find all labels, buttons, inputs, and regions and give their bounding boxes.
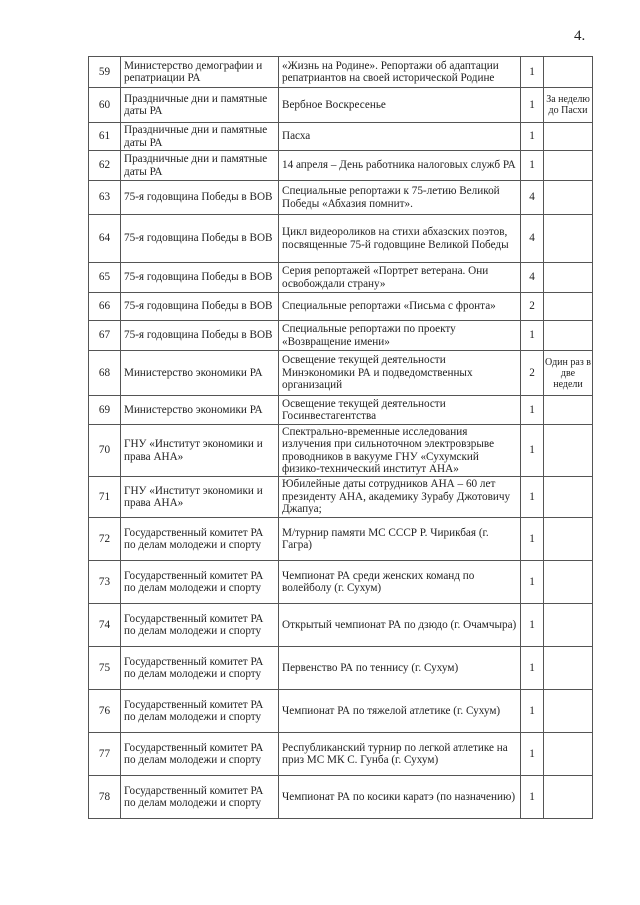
row-number: 69 bbox=[89, 396, 121, 425]
row-count: 4 bbox=[521, 215, 544, 263]
table-row bbox=[89, 321, 593, 351]
row-count: 4 bbox=[521, 263, 544, 293]
table-row bbox=[89, 215, 593, 263]
table-row bbox=[89, 518, 593, 561]
table-row bbox=[89, 690, 593, 733]
row-event: Первенство РА по теннису (г. Сухум) bbox=[279, 647, 521, 690]
row-number: 77 bbox=[89, 733, 121, 776]
row-number: 64 bbox=[89, 215, 121, 263]
row-organization: 75-я годовщина Победы в ВОВ bbox=[121, 293, 279, 321]
row-number: 75 bbox=[89, 647, 121, 690]
row-count: 2 bbox=[521, 351, 544, 396]
table-row bbox=[89, 57, 593, 88]
row-count: 1 bbox=[521, 647, 544, 690]
row-number: 65 bbox=[89, 263, 121, 293]
row-note bbox=[544, 477, 593, 518]
row-organization: Министерство демографии и репатриации РА bbox=[121, 57, 279, 88]
row-number: 62 bbox=[89, 151, 121, 181]
row-count: 4 bbox=[521, 181, 544, 215]
row-organization: Государственный комитет РА по делам молодежи и спорту bbox=[121, 733, 279, 776]
events-table bbox=[88, 56, 593, 819]
row-note bbox=[544, 561, 593, 604]
row-count: 2 bbox=[521, 293, 544, 321]
row-count: 1 bbox=[521, 88, 544, 123]
page-number: 4. bbox=[574, 28, 586, 44]
row-note bbox=[544, 263, 593, 293]
row-number: 70 bbox=[89, 425, 121, 477]
row-number: 67 bbox=[89, 321, 121, 351]
row-event: Открытый чемпионат РА по дзюдо (г. Очамчыра) bbox=[279, 604, 521, 647]
row-note bbox=[544, 604, 593, 647]
row-event: Освещение текущей деятельности Госинвестагентства bbox=[279, 396, 521, 425]
row-number: 71 bbox=[89, 477, 121, 518]
row-number: 61 bbox=[89, 123, 121, 151]
row-number: 63 bbox=[89, 181, 121, 215]
row-number: 76 bbox=[89, 690, 121, 733]
row-organization: Государственный комитет РА по делам молодежи и спорту bbox=[121, 518, 279, 561]
row-organization: 75-я годовщина Победы в ВОВ bbox=[121, 321, 279, 351]
row-note bbox=[544, 293, 593, 321]
table-row bbox=[89, 396, 593, 425]
row-note bbox=[544, 123, 593, 151]
row-number: 60 bbox=[89, 88, 121, 123]
row-organization: 75-я годовщина Победы в ВОВ bbox=[121, 215, 279, 263]
row-organization: Министерство экономики РА bbox=[121, 351, 279, 396]
row-count: 1 bbox=[521, 604, 544, 647]
row-event: Пасха bbox=[279, 123, 521, 151]
table-row bbox=[89, 151, 593, 181]
row-note bbox=[544, 690, 593, 733]
row-organization: Государственный комитет РА по делам молодежи и спорту bbox=[121, 647, 279, 690]
row-event: Специальные репортажи по проекту «Возвращение имени» bbox=[279, 321, 521, 351]
row-number: 59 bbox=[89, 57, 121, 88]
row-note bbox=[544, 425, 593, 477]
row-note bbox=[544, 57, 593, 88]
table-row bbox=[89, 561, 593, 604]
row-note bbox=[544, 647, 593, 690]
row-event: М/турнир памяти МС СССР Р. Чирикбая (г. Гагра) bbox=[279, 518, 521, 561]
table-row bbox=[89, 351, 593, 396]
row-count: 1 bbox=[521, 57, 544, 88]
row-note bbox=[544, 518, 593, 561]
table-row bbox=[89, 477, 593, 518]
row-event: Специальные репортажи «Письма с фронта» bbox=[279, 293, 521, 321]
row-event: Спектрально-временные исследования излучения при сильноточном электровзрыве проводников в вакууме ГНУ «Сухумский физико-технический институт АНА» bbox=[279, 425, 521, 477]
row-count: 1 bbox=[521, 151, 544, 181]
row-count: 1 bbox=[521, 425, 544, 477]
row-event: Освещение текущей деятельности Минэкономики РА и подведомственных организаций bbox=[279, 351, 521, 396]
row-event: Специальные репортажи к 75-летию Великой Победы «Абхазия помнит». bbox=[279, 181, 521, 215]
table-row bbox=[89, 604, 593, 647]
row-organization: Праздничные дни и памятные даты РА bbox=[121, 88, 279, 123]
row-number: 68 bbox=[89, 351, 121, 396]
table-row bbox=[89, 263, 593, 293]
row-organization: ГНУ «Институт экономики и права АНА» bbox=[121, 425, 279, 477]
row-event: Вербное Воскресенье bbox=[279, 88, 521, 123]
row-count: 1 bbox=[521, 518, 544, 561]
row-note bbox=[544, 733, 593, 776]
row-number: 66 bbox=[89, 293, 121, 321]
row-organization: Праздничные дни и памятные даты РА bbox=[121, 151, 279, 181]
row-organization: Министерство экономики РА bbox=[121, 396, 279, 425]
row-organization: Государственный комитет РА по делам молодежи и спорту bbox=[121, 561, 279, 604]
row-number: 78 bbox=[89, 776, 121, 819]
row-organization: Государственный комитет РА по делам молодежи и спорту bbox=[121, 776, 279, 819]
row-number: 74 bbox=[89, 604, 121, 647]
row-event: Серия репортажей «Портрет ветерана. Они освобождали страну» bbox=[279, 263, 521, 293]
row-event: «Жизнь на Родине». Репортажи об адаптации репатриантов на своей исторической Родине bbox=[279, 57, 521, 88]
table-row bbox=[89, 733, 593, 776]
table-row bbox=[89, 293, 593, 321]
row-note bbox=[544, 776, 593, 819]
row-event: Чемпионат РА по тяжелой атлетике (г. Сухум) bbox=[279, 690, 521, 733]
row-event: Цикл видеороликов на стихи абхазских поэтов, посвященные 75-й годовщине Великой Победы bbox=[279, 215, 521, 263]
table-row bbox=[89, 776, 593, 819]
table-row bbox=[89, 425, 593, 477]
row-count: 1 bbox=[521, 477, 544, 518]
row-organization: 75-я годовщина Победы в ВОВ bbox=[121, 263, 279, 293]
row-count: 1 bbox=[521, 776, 544, 819]
row-event: Юбилейные даты сотрудников АНА – 60 лет президенту АНА, академику Зурабу Джотовичу Джапуа; bbox=[279, 477, 521, 518]
row-note: За неделю до Пасхи bbox=[544, 88, 593, 123]
row-event: Чемпионат РА среди женских команд по волейболу (г. Сухум) bbox=[279, 561, 521, 604]
table-row bbox=[89, 181, 593, 215]
row-event: Чемпионат РА по косики каратэ (по назначению) bbox=[279, 776, 521, 819]
row-note bbox=[544, 151, 593, 181]
row-organization: Государственный комитет РА по делам молодежи и спорту bbox=[121, 690, 279, 733]
row-count: 1 bbox=[521, 733, 544, 776]
table-row bbox=[89, 123, 593, 151]
row-count: 1 bbox=[521, 321, 544, 351]
row-note bbox=[544, 321, 593, 351]
row-organization: Государственный комитет РА по делам молодежи и спорту bbox=[121, 604, 279, 647]
row-organization: Праздничные дни и памятные даты РА bbox=[121, 123, 279, 151]
row-count: 1 bbox=[521, 690, 544, 733]
row-count: 1 bbox=[521, 396, 544, 425]
row-number: 73 bbox=[89, 561, 121, 604]
row-event: Республиканский турнир по легкой атлетике на приз МС МК С. Гунба (г. Сухум) bbox=[279, 733, 521, 776]
table-row bbox=[89, 647, 593, 690]
table-row bbox=[89, 88, 593, 123]
row-count: 1 bbox=[521, 561, 544, 604]
row-organization: 75-я годовщина Победы в ВОВ bbox=[121, 181, 279, 215]
row-note bbox=[544, 181, 593, 215]
row-event: 14 апреля – День работника налоговых служб РА bbox=[279, 151, 521, 181]
row-note: Один раз в две недели bbox=[544, 351, 593, 396]
row-number: 72 bbox=[89, 518, 121, 561]
row-note bbox=[544, 215, 593, 263]
row-organization: ГНУ «Институт экономики и права АНА» bbox=[121, 477, 279, 518]
row-note bbox=[544, 396, 593, 425]
row-count: 1 bbox=[521, 123, 544, 151]
